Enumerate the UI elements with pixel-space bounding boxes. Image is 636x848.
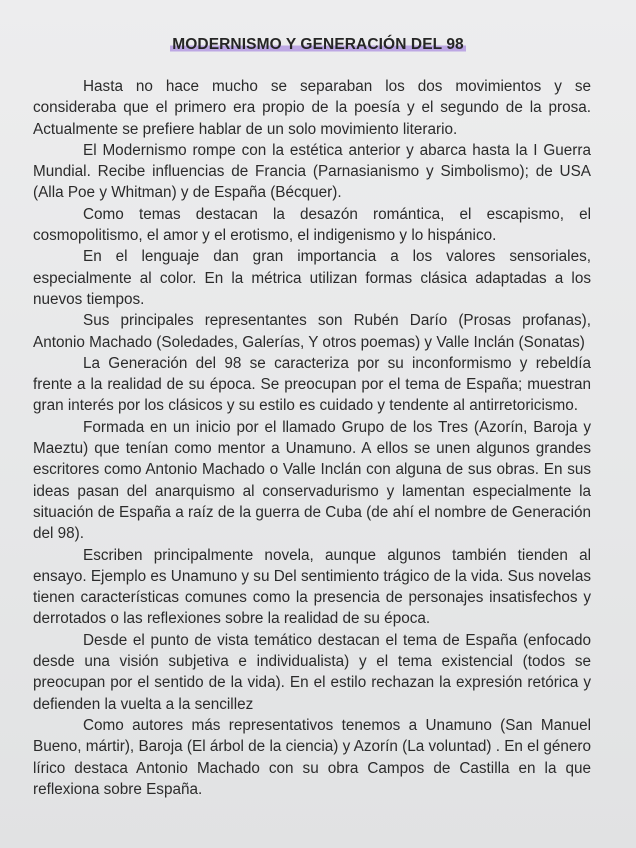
paragraph-modernismo-authors: Sus principales representantes son Rubén Darío (Prosas profanas), Antonio Machado (Soledades, Galerías, Y otros poemas) y Valle Inclán (Sonatas): [33, 312, 591, 351]
paragraph-generation-98-members: Formada en un inicio por el llamado Grupo de los Tres (Azorín, Baroja y Maeztu) que tenían como mentor a Unamuno. A ellos se unen algunos grandes escritores como Antonio Machado o Valle Inclán con alguna de sus obras. En sus ideas pasan del anarquismo al conservadurismo y lamentan especialmente la situación de España a raíz de la guerra de Cuba (de ahí el nombre de Generación del 98).: [33, 418, 591, 543]
paragraph-generation-98-themes: Desde el punto de vista temático destacan el tema de España (enfocado desde una visión subjetiva e individualista) y el tema existencial (todos se preocupan por el sentido de la vida). En el estilo rechazan la expresión retórica y defienden la vuelta a la sencillez: [33, 631, 591, 713]
paragraph-generation-98-authors: Como autores más representativos tenemos a Unamuno (San Manuel Bueno, mártir), Baroja (El árbol de la ciencia) y Azorín (La voluntad) . En el género lírico destaca Antonio Machado con su obra Campos de Castilla en la que reflexiona sobre España.: [33, 716, 591, 798]
paragraph-modernismo-themes: Como temas destacan la desazón romántica, el escapismo, el cosmopolitismo, el amor y el erotismo, el indigenismo y lo hispánico.: [33, 205, 591, 245]
paragraph-intro: Hasta no hace mucho se separaban los dos movimientos y se consideraba que el primero era propio de la poesía y el segundo de la prosa. Actualmente se prefiere hablar de un solo movimiento literario.: [33, 78, 591, 138]
paragraph-modernismo-language: En el lenguaje dan gran importancia a los valores sensoriales, especialmente al color. En la métrica utilizan formas clásica adaptadas a los nuevos tiempos.: [33, 248, 591, 308]
paragraph-generation-98-genres: Escriben principalmente novela, aunque algunos también tienden al ensayo. Ejemplo es Unamuno y su Del sentimiento trágico de la vida. Sus novelas tienen características comunes como la presencia de personajes insatisfechos y derrotados o las reflexiones sobre la realidad de su época.: [33, 546, 591, 628]
paragraph-modernismo-origins: El Modernismo rompe con la estética anterior y abarca hasta la I Guerra Mundial. Recibe influencias de Francia (Parnasianismo y Simbolismo); de USA (Alla Poe y Whitman) y de España (Bécquer).: [33, 141, 591, 202]
document-body: [33, 76, 591, 800]
document-title: MODERNISMO Y GENERACIÓN DEL 98: [172, 36, 464, 53]
paragraph-generation-98-traits: La Generación del 98 se caracteriza por su inconformismo y rebeldía frente a la realidad de su época. Se preocupan por el tema de España; muestran gran interés por los clásicos y su estilo es cuidado y tendente al antirretoricismo.: [33, 354, 591, 415]
